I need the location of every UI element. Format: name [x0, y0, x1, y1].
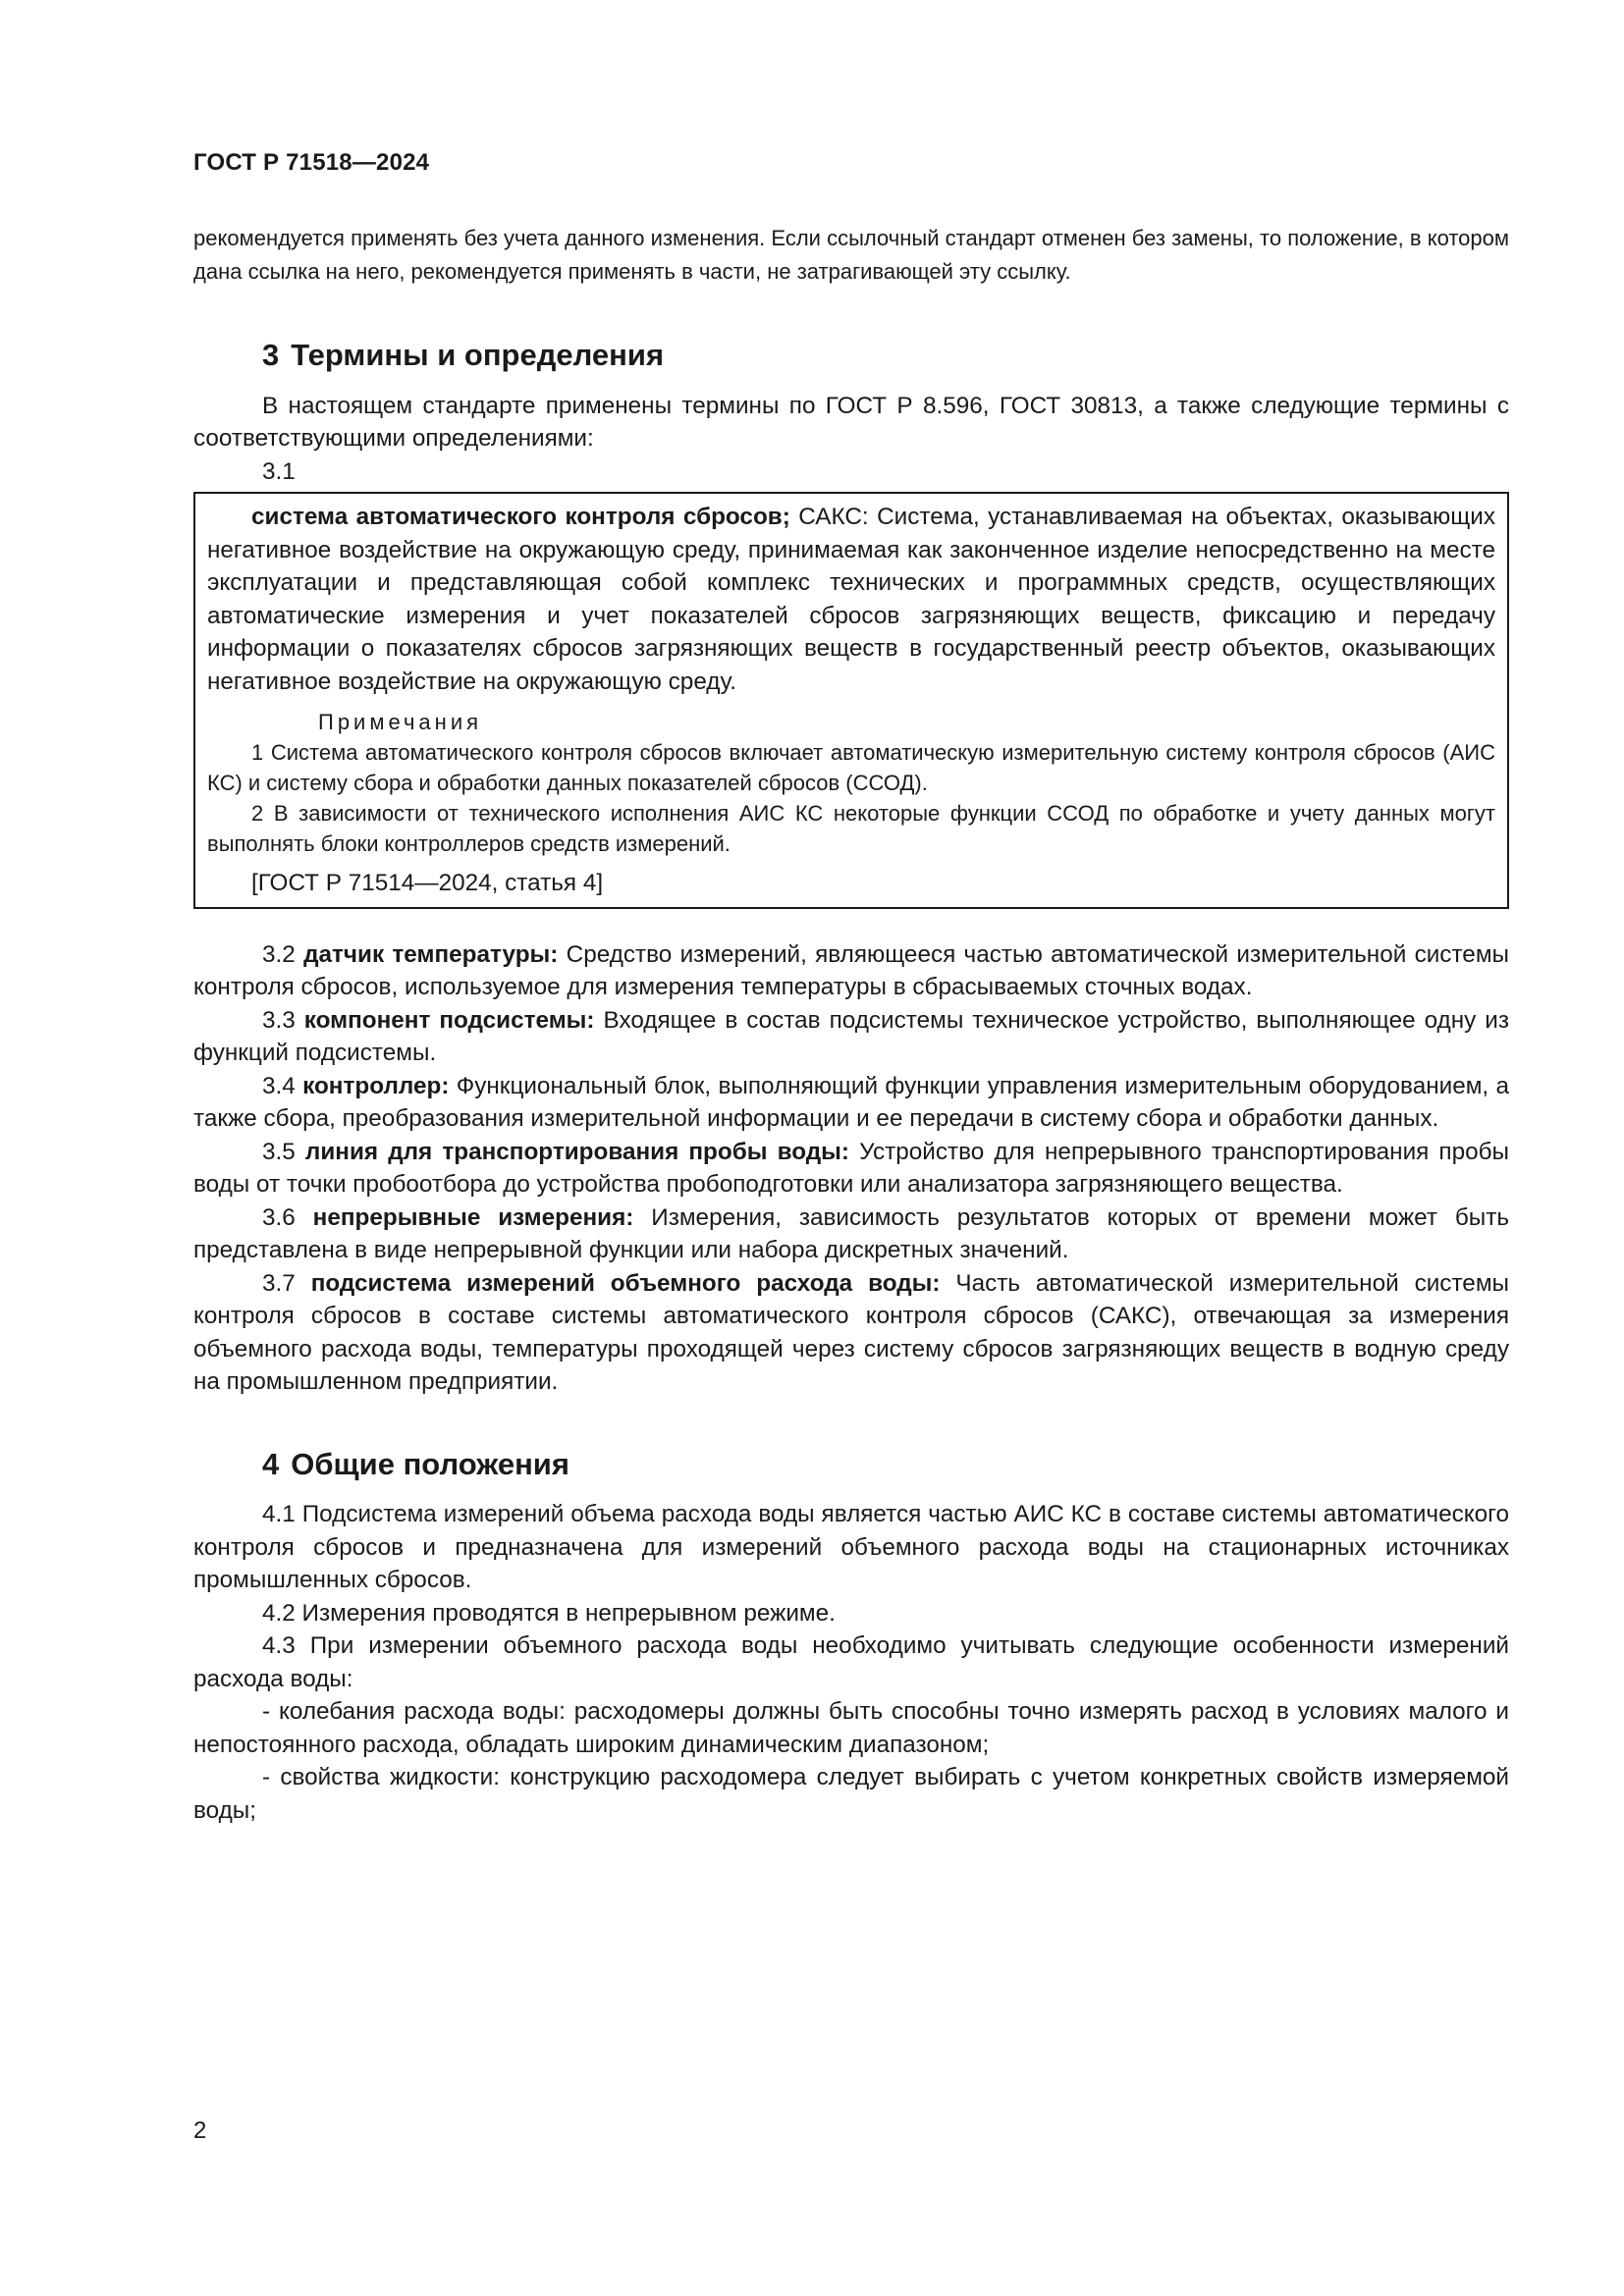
note-1: 1 Система автоматического контроля сбросов включает автоматическую измерительную систему контроля сбросов (АИС КС) и систему сбора и обработки данных показателей сбросов (ССОД).	[207, 740, 1495, 795]
list-item-fluid-properties: - свойства жидкости: конструкцию расходомера следует выбирать с учетом конкретных свойств измеряемой воды;	[193, 1764, 1509, 1824]
section-3-lead: В настоящем стандарте применены термины по ГОСТ Р 8.596, ГОСТ 30813, а также следующие термины с соответствующими определениями:	[193, 392, 1509, 452]
section-3-number: 3	[262, 338, 280, 372]
term-number: 3.6	[262, 1203, 296, 1231]
term-name: контроллер:	[302, 1072, 450, 1099]
term-3-1-number: 3.1	[262, 457, 296, 485]
term-3-1-term: система автоматического контроля сбросов;	[251, 504, 790, 530]
section-4-number: 4	[262, 1446, 280, 1481]
term-number: 3.4	[262, 1072, 296, 1099]
term-3-1-text: САКС: Система, устанавливаемая на объектах, оказывающих негативное воздействие на окружающую среду, принимаемая как законченное изделие непосредственно на месте эксплуатации и представляющая собой комплекс технических и программных средств, осуществляющих автоматические измерения и учет показателей сбросов загрязняющих веществ, фиксацию и передачу информации о показателях сбросов загрязняющих веществ в государственный реестр объектов, оказывающих негативное воздействие на окружающую среду.	[207, 504, 1495, 695]
term-name: линия для транспортирования пробы воды:	[304, 1138, 850, 1165]
term-definition: Устройство для непрерывного транспортирования пробы воды от точки пробоотбора до устройства пробоподготовки или анализатора загрязняющего вещества.	[193, 1138, 1509, 1198]
section-4-title: Общие положения	[291, 1446, 569, 1481]
term-number: 3.7	[262, 1269, 296, 1297]
term-definition: Измерения, зависимость результатов которых от времени может быть представлена в виде непрерывной функции или набора дискретных значений.	[193, 1203, 1509, 1263]
term-3-1-source: [ГОСТ Р 71514—2024, статья 4]	[251, 870, 604, 896]
term-name: непрерывные измерения:	[312, 1203, 634, 1231]
term-number: 3.3	[262, 1006, 296, 1034]
note-2: 2 В зависимости от технического исполнения АИС КС некоторые функции ССОД по обработке и учету данных могут выполнять блоки контроллеров средств измерений.	[207, 801, 1495, 856]
clause-4-3: 4.3 При измерении объемного расхода воды необходимо учитывать следующие особенности измерений расхода воды:	[193, 1632, 1509, 1692]
section-3-heading	[193, 339, 1509, 372]
term-definition: Функциональный блок, выполняющий функции управления измерительным оборудованием, а также сбора, преобразования измерительной информации и ее передачи в систему сбора и обработки данных.	[193, 1072, 1509, 1132]
term-definition: Часть автоматической измерительной системы контроля сбросов в составе системы автоматического контроля сбросов (САКС), отвечающая за измерения объемного расхода воды, температуры проходящей через систему сбросов загрязняющих веществ в водную среду на промышленном предприятии.	[193, 1269, 1509, 1395]
notes-title: Примечания	[318, 710, 483, 734]
term-number: 3.5	[262, 1138, 296, 1165]
term-number: 3.2	[262, 940, 296, 968]
term-definition: Входящее в состав подсистемы техническое устройство, выполняющее одну из функций подсистемы.	[193, 1006, 1509, 1066]
section-3-title: Термины и определения	[291, 338, 665, 372]
term-3-3	[193, 1004, 1509, 1070]
term-3-4	[193, 1070, 1509, 1136]
term-name: датчик температуры:	[303, 940, 559, 968]
term-3-2	[193, 938, 1509, 1004]
term-3-1-box	[193, 492, 1509, 909]
term-3-5	[193, 1136, 1509, 1201]
clause-4-1: 4.1 Подсистема измерений объема расхода воды является частью АИС КС в составе системы автоматического контроля сбросов и предназначена для измерений объемного расхода воды на стационарных источниках промышленных сбросов.	[193, 1501, 1509, 1593]
clause-4-2: 4.2 Измерения проводятся в непрерывном режиме.	[262, 1599, 836, 1627]
term-3-6	[193, 1201, 1509, 1267]
term-3-7	[193, 1267, 1509, 1399]
term-3-1-definition	[207, 501, 1495, 698]
section-4-heading	[193, 1448, 1509, 1481]
document-body	[193, 222, 1509, 1827]
term-name: подсистема измерений объемного расхода воды:	[310, 1269, 941, 1297]
document-code-header: ГОСТ Р 71518—2024	[193, 149, 430, 176]
page-number: 2	[193, 2117, 207, 2144]
term-name: компонент подсистемы:	[303, 1006, 595, 1034]
intro-paragraph: рекомендуется применять без учета данного изменения. Если ссылочный стандарт отменен без замены, то положение, в котором дана ссылка на него, рекомендуется применять в части, не затрагивающей эту ссылку.	[193, 226, 1509, 284]
list-item-flow-fluctuation: - колебания расхода воды: расходомеры должны быть способны точно измерять расход в условиях малого и непостоянного расхода, обладать широким динамическим диапазоном;	[193, 1698, 1509, 1758]
term-definition: Средство измерений, являющееся частью автоматической измерительной системы контроля сбросов, используемое для измерения температуры в сбрасываемых сточных водах.	[193, 940, 1509, 1000]
